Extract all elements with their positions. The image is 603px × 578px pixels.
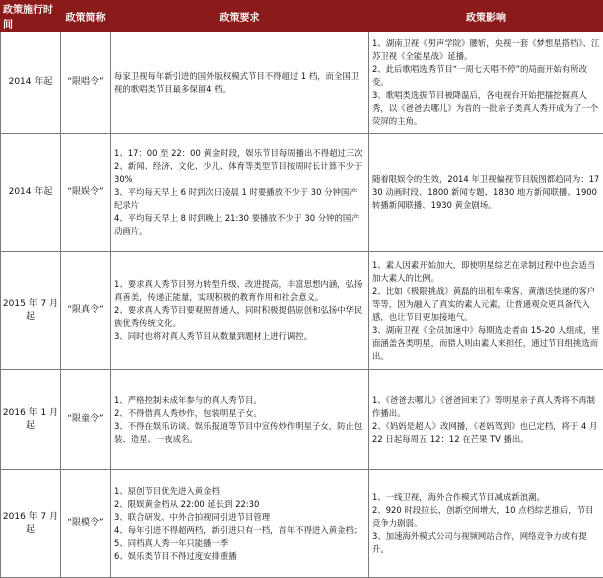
requirement-line: 1、原创节目优先进入黄金档	[114, 485, 365, 498]
requirement-line: 3、不得在娱乐访谈、娱乐报道等节目中宣传炒作明星子女，防止包装、造星、一夜成名。	[114, 420, 365, 446]
cell-policy-name: “限真令”	[61, 252, 111, 370]
table-row	[1, 370, 603, 470]
impact-line: 1、《爸爸去哪儿》《爸爸回来了》等明星亲子真人秀将不再制作播出。	[372, 394, 600, 420]
cell-impact	[369, 32, 603, 134]
cell-requirement	[111, 32, 369, 134]
header-impact: 政策影响	[369, 1, 603, 32]
requirement-line: 2、不得借真人秀炒作，包装明星子女。	[114, 407, 365, 420]
requirement-line: 1、要求真人秀节目努力转型升级、改进提高，丰富思想内涵，弘扬真善美，传递正能量，实现积极的教育作用和社会意义。	[114, 278, 365, 304]
impact-line: 1、一线卫视，海外合作模式节目减成新浪潮。	[372, 491, 600, 504]
cell-impact	[369, 470, 603, 578]
impact-line: 1、湖南卫视《男声学院》腰斩，央视一套《梦想星搭档》、江苏卫视《全能星战》延播。	[372, 37, 600, 63]
cell-requirement	[111, 252, 369, 370]
cell-date: 2014 年起	[1, 32, 61, 134]
requirement-line: 3、同时也将对真人秀节目从数量到题材上进行调控。	[114, 330, 365, 343]
cell-impact	[369, 370, 603, 470]
cell-requirement	[111, 134, 369, 252]
requirement-line: 6、娱乐类节目不得过度安排重播	[114, 550, 365, 563]
cell-impact	[369, 134, 603, 252]
cell-policy-name: “限模令”	[61, 470, 111, 578]
cell-date: 2014 年起	[1, 134, 61, 252]
cell-policy-name: “限童令”	[61, 370, 111, 470]
cell-policy-name: “限娱令”	[61, 134, 111, 252]
table-row	[1, 470, 603, 578]
cell-requirement	[111, 370, 369, 470]
requirement-line: 5、同档真人秀一年只能播一季	[114, 537, 365, 550]
impact-line: 2、《妈妈是超人》改网播，《老妈驾到》也已定档，将于 4 月 22 日起每周五 12：12 在芒果 TV 播出。	[372, 420, 600, 446]
table-row	[1, 32, 603, 134]
header-date: 政策施行时间	[1, 1, 61, 32]
cell-date: 2015 年 7 月起	[1, 252, 61, 370]
requirement-line: 2、限娱黄金档从 22:00 延长到 22:30	[114, 498, 365, 511]
cell-impact	[369, 252, 603, 370]
impact-line: 1、素人因素开始加大，即使明星综艺在录制过程中也会适当加大素人的比例。	[372, 259, 600, 285]
requirement-line: 3、联合研发、中外合拍视同引进节目管理	[114, 511, 365, 524]
requirement-line: 每家卫视每年新引进的国外版权模式节目不得超过 1 档，而全国卫视的歌唱类节目最多保留4 档。	[114, 70, 365, 96]
impact-line: 3、湖南卫视《全员加速中》每期选走者由 15-20 人组成，里面涵盖各类明星，而猎人则由素人来担任，通过节目组挑选而出。	[372, 324, 600, 363]
requirement-line: 3、平均每天早上 6 时到次日凌晨 1 时要播放不少于 30 分钟国产纪录片	[114, 186, 365, 212]
impact-line: 2、920 时段拉长，创新空间增大，10 点档综艺推后，节目竞争力剧弱。	[372, 504, 600, 530]
impact-line: 3、歌唱类选拔节目被降温后，各电视台开始把擂挖掘真人秀，以《爸爸去哪儿》为首的一批亲子类真人秀开成为了一个荧屏的主角。	[372, 89, 600, 128]
requirement-line: 2、要求真人秀节目要观照普通人，同时积极提倡原创和弘扬中华民族优秀传统文化。	[114, 304, 365, 330]
impact-line: 随着限娱令的生效，2014 年卫视偏视节目版图都趋同为：1730 动画时段、1800 新闻专题、1830 地方新闻联播、1900 转播新闻联播、1930 黄金剧场。	[372, 173, 600, 212]
impact-line: 3、加速海外模式公司与视频网站合作，网络竞争力或有提升。	[372, 530, 600, 556]
requirement-line: 1、严格控制未成年参与的真人秀节目。	[114, 394, 365, 407]
header-requirement: 政策要求	[111, 1, 369, 32]
cell-date: 2016 年 1 月起	[1, 370, 61, 470]
impact-line: 2、比如《极限挑战》黄磊的出租车乘客、黄渤送快递的客户等等，因为融入了真实的素人元素，让普通观众更具备代入感，也让节目更加接地气。	[372, 285, 600, 324]
header-row	[1, 1, 603, 32]
requirement-line: 4、平均每天早上 8 时到晚上 21:30 要播放不少于 30 分钟的国产动画片。	[114, 212, 365, 238]
cell-requirement	[111, 470, 369, 578]
table-row	[1, 134, 603, 252]
table-row	[1, 252, 603, 370]
header-name: 政策简称	[61, 1, 111, 32]
requirement-line: 4、每年引进不得超两档，新引进只有一档，首年不得进入黄金档；	[114, 524, 365, 537]
impact-line: 2、此后歌唱选秀节目“一周七天唱不停”的局面开始有所改变。	[372, 63, 600, 89]
requirement-line: 2、新闻、经济、文化、少儿、体育等类型节目按周时长计算不少于 30%	[114, 160, 365, 186]
cell-date: 2016 年 7 月起	[1, 470, 61, 578]
cell-policy-name: “限唱令”	[61, 32, 111, 134]
requirement-line: 1、17：00 至 22：00 黄金时段，娱乐节目每周播出不得超过三次	[114, 147, 365, 160]
